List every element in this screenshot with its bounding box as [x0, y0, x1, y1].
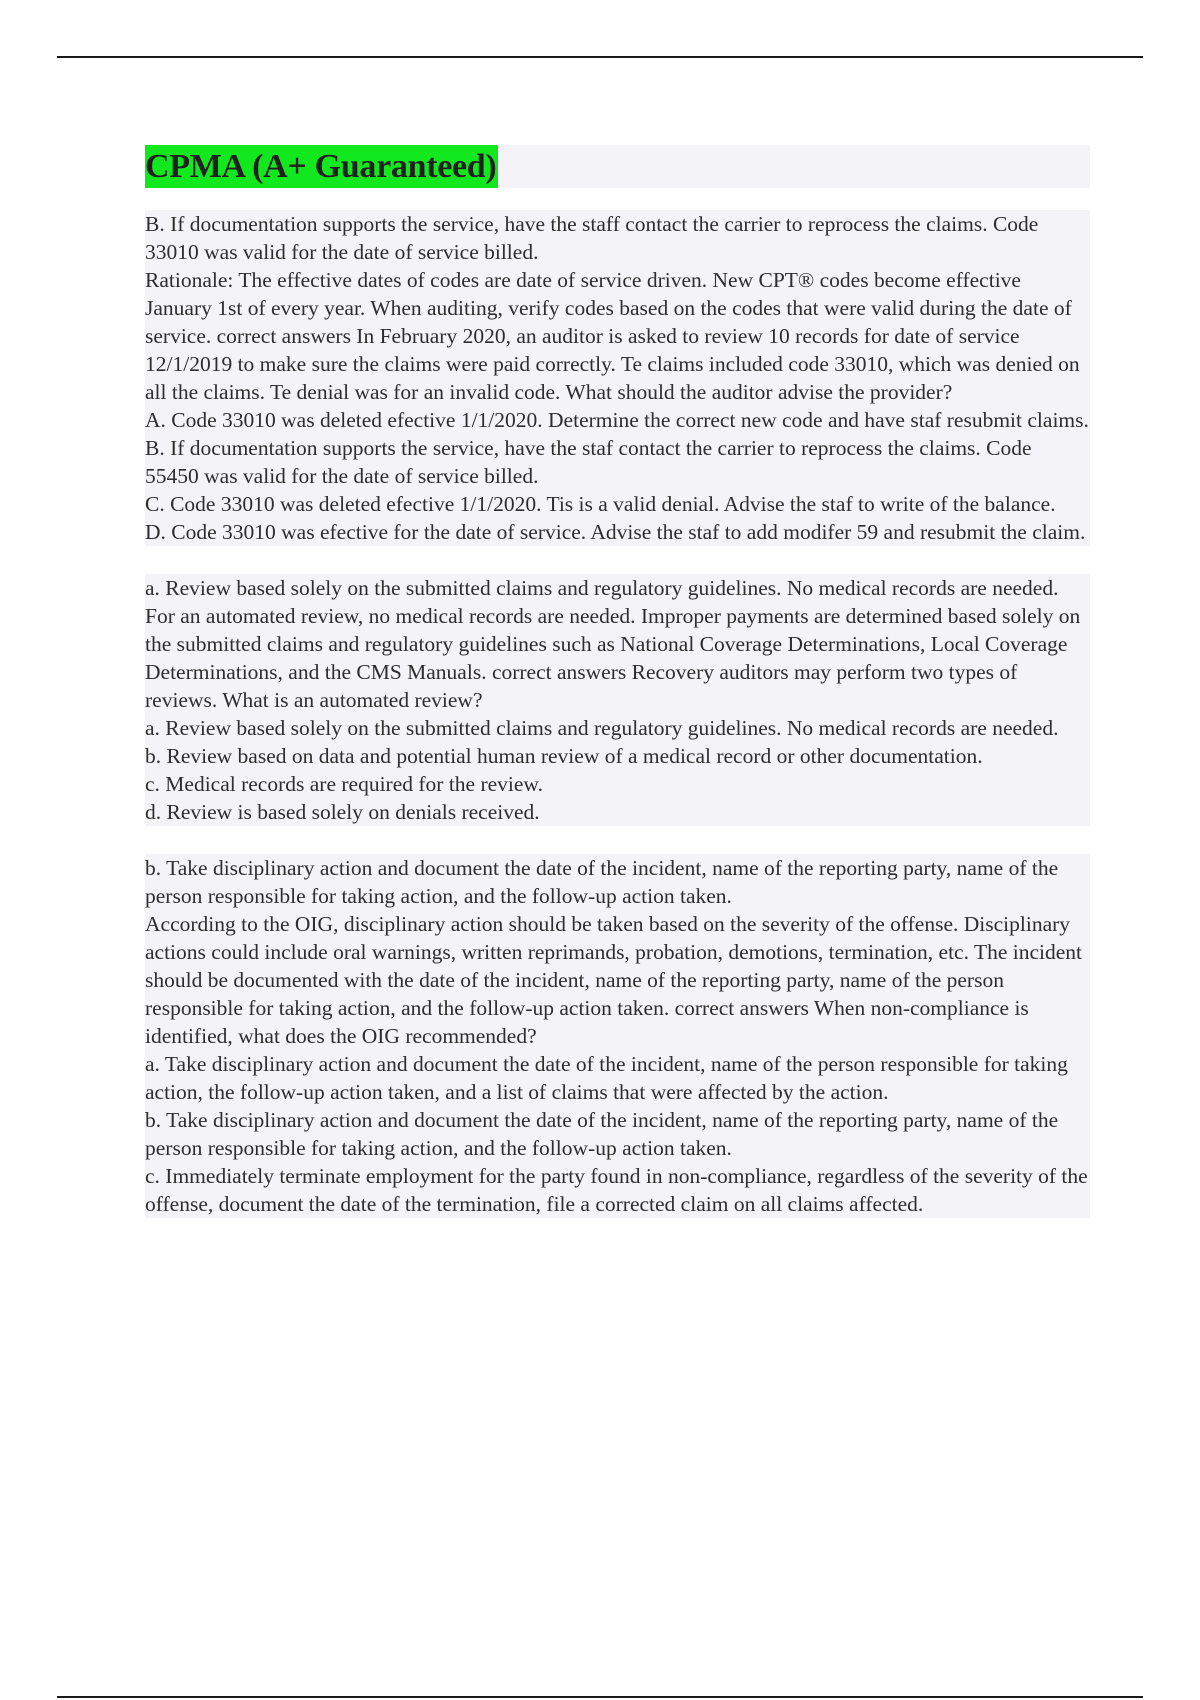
spacer: [145, 546, 1090, 574]
paragraph: C. Code 33010 was deleted efective 1/1/2020. Tis is a valid denial. Advise the staf to write of the balance.: [145, 490, 1090, 518]
paragraph: a. Take disciplinary action and document the date of the incident, name of the person responsible for taking action, the follow-up action taken, and a list of claims that were affected by the action.: [145, 1050, 1090, 1106]
page-content: [145, 145, 1090, 1218]
paragraph: d. Review is based solely on denials received.: [145, 798, 1090, 826]
paragraph: a. Review based solely on the submitted claims and regulatory guidelines. No medical records are needed.: [145, 574, 1090, 602]
question-block-3: [145, 854, 1090, 1218]
paragraph: D. Code 33010 was efective for the date of service. Advise the staf to add modifer 59 and resubmit the claim.: [145, 518, 1090, 546]
paragraph: c. Medical records are required for the review.: [145, 770, 1090, 798]
paragraph: A. Code 33010 was deleted efective 1/1/2020. Determine the correct new code and have staf resubmit claims.: [145, 408, 1089, 432]
page-title: CPMA (A+ Guaranteed): [145, 145, 498, 188]
paragraph: Rationale: The effective dates of codes are date of service driven. New CPT® codes become effective January 1st of every year. When auditing, verify codes based on the codes that were valid during the date of service. correct answers In February 2020, an auditor is asked to review 10 records for date of service 12/1/2019 to make sure the claims were paid correctly. Te claims included code 33010, which was denied on all the claims. Te denial was for an invalid code. What should the auditor advise the provider?: [145, 266, 1090, 406]
top-rule: [57, 56, 1143, 58]
paragraph: b. Review based on data and potential human review of a medical record or other documentation.: [145, 742, 1090, 770]
question-block-1: [145, 210, 1090, 546]
paragraph: B. If documentation supports the service, have the staf contact the carrier to reprocess the claims. Code 55450 was valid for the date of service billed.: [145, 434, 1090, 490]
bottom-rule: [57, 1696, 1143, 1698]
title-bar: [145, 145, 1090, 188]
paragraph: B. If documentation supports the service, have the staff contact the carrier to reprocess the claims. Code 33010 was valid for the date of service billed.: [145, 210, 1090, 266]
question-block-2: [145, 574, 1090, 826]
paragraph: c. Immediately terminate employment for the party found in non-compliance, regardless of the severity of the offense, document the date of the termination, file a corrected claim on all claims affected.: [145, 1162, 1090, 1218]
paragraph: For an automated review, no medical records are needed. Improper payments are determined based solely on the submitted claims and regulatory guidelines such as National Coverage Determinations, Local Coverage Determinations, and the CMS Manuals. correct answers Recovery auditors may perform two types of reviews. What is an automated review?: [145, 602, 1090, 714]
paragraph: a. Review based solely on the submitted claims and regulatory guidelines. No medical records are needed.: [145, 714, 1090, 742]
paragraph: According to the OIG, disciplinary action should be taken based on the severity of the offense. Disciplinary actions could include oral warnings, written reprimands, probation, demotions, termination, etc. The incident should be documented with the date of the incident, name of the reporting party, name of the person responsible for taking action, and the follow-up action taken. correct answers When non-compliance is identified, what does the OIG recommended?: [145, 910, 1090, 1050]
paragraph: b. Take disciplinary action and document the date of the incident, name of the reporting party, name of the person responsible for taking action, and the follow-up action taken.: [145, 1106, 1090, 1162]
paragraph: b. Take disciplinary action and document the date of the incident, name of the reporting party, name of the person responsible for taking action, and the follow-up action taken.: [145, 854, 1090, 910]
spacer: [145, 826, 1090, 854]
